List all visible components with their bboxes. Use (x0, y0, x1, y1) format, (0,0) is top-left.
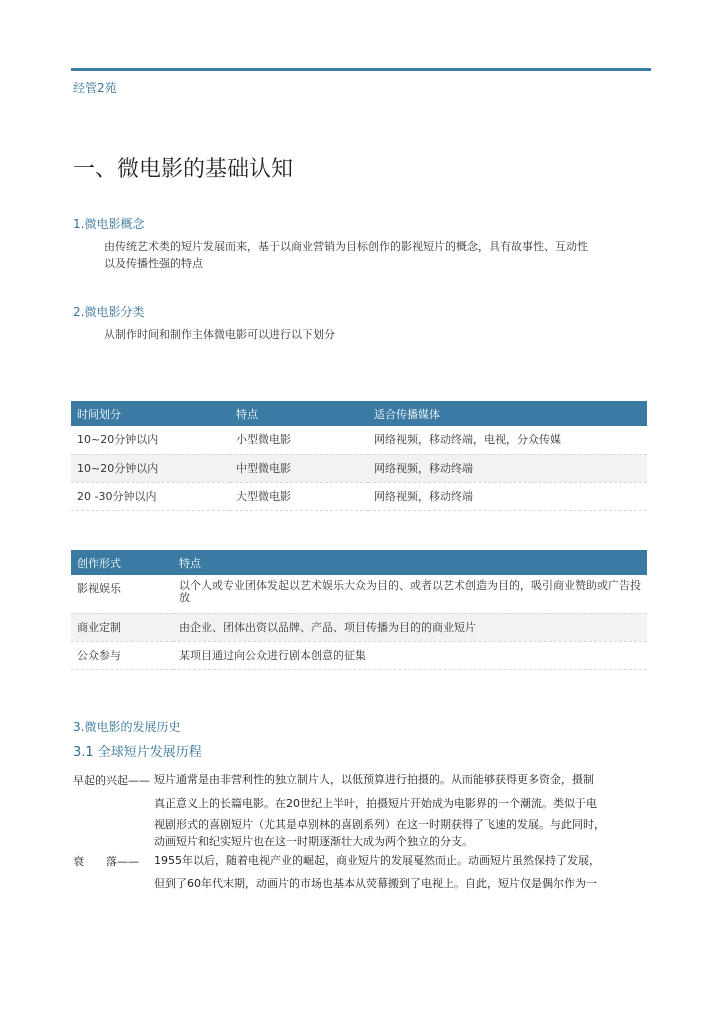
header-rule (71, 68, 651, 71)
history-entry-line: 1955年以后，随着电视产业的崛起，商业短片的发展戛然而止。动画短片虽然保持了发展， (154, 854, 600, 867)
table-cell: 小型微电影 (230, 426, 368, 454)
history-entry-line: 动画短片和纪实短片也在这一时期逐渐壮大成为两个独立的分支。 (154, 835, 473, 848)
page-title: 一、微电影的基础认知 (73, 157, 294, 182)
table-header-row (71, 550, 647, 575)
history-entry-line: 视剧形式的喜剧短片（尤其是卓别林的喜剧系列）在这一时期获得了飞速的发展。与此同时， (154, 818, 605, 831)
table-cell: 中型微电影 (230, 454, 368, 482)
column-header: 适合传播媒体 (368, 401, 647, 426)
section-heading-concept: 1.微电影概念 (73, 217, 145, 231)
header-label: 经管2苑 (73, 81, 117, 95)
table-row (71, 641, 647, 669)
table-row (71, 454, 647, 482)
classification-line: 从制作时间和制作主体微电影可以进行以下划分 (104, 328, 335, 341)
table-cell: 网络视频，移动终端，电视，分众传媒 (368, 426, 647, 454)
table-row (71, 482, 647, 510)
table-cell: 网络视频，移动终端 (368, 454, 647, 482)
table-row (71, 613, 647, 641)
table-cell: 网络视频，移动终端 (368, 482, 647, 510)
duration-table (71, 401, 647, 511)
concept-line-2: 以及传播性强的特点 (104, 257, 203, 270)
table-cell: 大型微电影 (230, 482, 368, 510)
table-row (71, 575, 647, 613)
history-entry-line: 短片通常是由非营利性的独立制片人，以低预算进行拍摄的。从而能够获得更多资金，摄制 (154, 773, 594, 786)
table-cell: 10~20分钟以内 (71, 454, 230, 482)
concept-line-1: 由传统艺术类的短片发展而来，基于以商业营销为目标创作的影视短片的概念，具有故事性、互动性 (104, 240, 588, 253)
table-cell: 由企业、团体出资以品牌、产品、项目传播为目的的商业短片 (173, 613, 647, 641)
history-entry-label: 早起的兴起—— (73, 774, 150, 787)
section-heading-history: 3.微电影的发展历史 (73, 720, 181, 734)
table-cell: 10~20分钟以内 (71, 426, 230, 454)
history-entry-line: 真正意义上的长篇电影。在20世纪上半叶，拍摄短片开始成为电影界的一个潮流。类似于电 (154, 797, 597, 810)
table-cell: 商业定制 (71, 613, 173, 641)
history-entry-line: 但到了60年代末期，动画片的市场也基本从荧幕搬到了电视上。自此，短片仅是偶尔作为一 (154, 877, 597, 890)
table-row (71, 426, 647, 454)
table-header-row (71, 401, 647, 426)
table-cell: 20 -30分钟以内 (71, 482, 230, 510)
section-heading-classification: 2.微电影分类 (73, 305, 145, 319)
table-cell: 公众参与 (71, 641, 173, 669)
subsection-heading-global: 3.1 全球短片发展历程 (73, 745, 202, 760)
table-cell: 影视娱乐 (71, 575, 173, 613)
creation-form-table (71, 550, 647, 670)
column-header: 时间划分 (71, 401, 230, 426)
table-cell: 某项目通过向公众进行剧本创意的征集 (173, 641, 647, 669)
table-cell: 以个人或专业团体发起以艺术娱乐大众为目的、或者以艺术创造为目的，吸引商业赞助或广告投放 (173, 575, 647, 613)
column-header: 创作形式 (71, 550, 173, 575)
column-header: 特点 (230, 401, 368, 426)
history-entry-label: 衰 落—— (73, 855, 139, 868)
column-header: 特点 (173, 550, 647, 575)
